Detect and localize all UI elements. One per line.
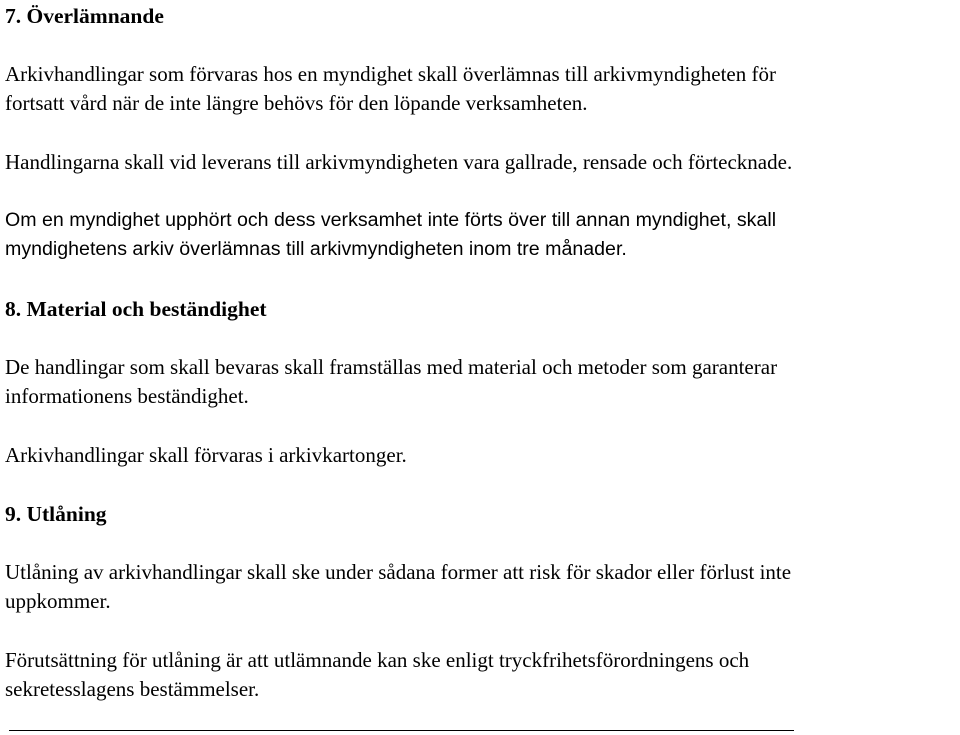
paragraph-line: informationens beständighet. (5, 384, 249, 408)
paragraph-line: fortsatt vård när de inte längre behövs för den löpande verksamheten. (5, 91, 588, 115)
paragraph-line: uppkommer. (5, 589, 111, 613)
paragraph-line: Handlingarna skall vid leverans till arkivmyndigheten vara gallrade, rensade och förtecknade. (5, 150, 793, 174)
footer-divider (9, 730, 794, 731)
paragraph (5, 353, 955, 411)
paragraph-line: Om en myndighet upphört och dess verksamhet inte förts över till annan myndighet, skall (5, 209, 777, 231)
section-heading-overlamnande: 7. Överlämnande (5, 4, 164, 28)
paragraph-line: Utlåning av arkivhandlingar skall ske under sådana former att risk för skador eller förlust inte (5, 560, 792, 584)
paragraph (5, 148, 955, 177)
paragraph-line: Arkivhandlingar som förvaras hos en myndighet skall överlämnas till arkivmyndigheten för (5, 62, 776, 86)
paragraph (5, 558, 955, 616)
section-heading-material: 8. Material och beständighet (5, 297, 267, 321)
paragraph (5, 206, 955, 264)
paragraph (5, 60, 955, 118)
paragraph-line: sekretesslagens bestämmelser. (5, 677, 260, 701)
paragraph (5, 441, 955, 470)
paragraph-line: myndighetens arkiv överlämnas till arkivmyndigheten inom tre månader. (5, 238, 627, 260)
paragraph-line: Förutsättning för utlåning är att utlämnande kan ske enligt tryckfrihetsförordningens och (5, 648, 750, 672)
paragraph-line: Arkivhandlingar skall förvaras i arkivkartonger. (5, 443, 407, 467)
paragraph (5, 646, 955, 704)
section-heading-utlaning: 9. Utlåning (5, 502, 107, 526)
paragraph-line: De handlingar som skall bevaras skall framställas med material och metoder som garanterar (5, 355, 778, 379)
